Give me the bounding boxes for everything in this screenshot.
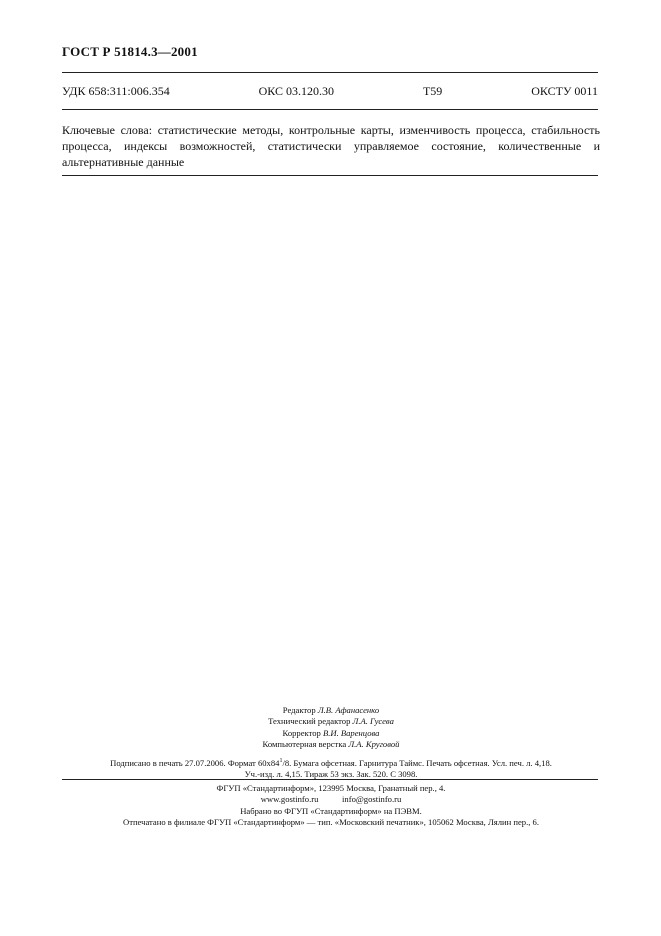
layout-line — [62, 739, 600, 750]
print-info-line-2: Уч.-изд. л. 4,15. Тираж 53 экз. Зак. 520. С 3098. — [244, 769, 418, 780]
okstu-code: ОКСТУ 0011 — [531, 84, 598, 98]
publisher-block — [62, 783, 600, 828]
publisher-website: www.gostinfo.ru — [260, 794, 319, 805]
publisher-contacts — [62, 794, 600, 805]
editor-name: Л.В. Афанасенко — [317, 705, 380, 715]
format-slash: / — [282, 758, 285, 769]
keywords-rule — [62, 175, 598, 176]
editor-line — [62, 705, 600, 716]
print-info-line-1 — [62, 756, 600, 769]
print-info-format: Подписано в печать 27.07.2006. Формат 60х84 — [110, 758, 280, 769]
proofreader-label: Корректор — [282, 727, 321, 738]
tech-editor-label: Технический редактор — [268, 716, 351, 727]
publisher-email: info@gostinfo.ru — [342, 794, 402, 805]
format-denominator: 8 — [284, 758, 290, 769]
codes-rule — [62, 109, 598, 110]
typeset-line: Набрано во ФГУП «Стандартинформ» на ПЭВМ. — [240, 805, 422, 816]
print-info-rest: . Бумага офсетная. Гарнитура Таймс. Печать офсетная. Усл. печ. л. 4,18. — [289, 758, 552, 769]
standard-code: ГОСТ Р 51814.3—2001 — [62, 44, 198, 59]
layout-name: Л.А. Круговой — [348, 738, 400, 749]
editor-label: Редактор — [282, 705, 316, 715]
tech-editor-name: Л.А. Гусева — [352, 716, 394, 727]
format-superscript: 1 — [279, 758, 283, 765]
udk-code: УДК 658:311:006.354 — [62, 84, 170, 98]
tech-editor-line — [62, 716, 600, 727]
keywords-paragraph: Ключевые слова: статистические методы, контрольные карты, изменчивость процесса, стабильность процесса, индексы возможностей, статистически управляемое состояние, количественные и альтернативные данные — [62, 123, 600, 169]
imprint-block — [62, 705, 600, 781]
publisher-address: ФГУП «Стандартинформ», 123995 Москва, Гранатный пер., 4. — [216, 783, 446, 793]
layout-label: Компьютерная верстка — [262, 738, 347, 749]
imprint-rule — [62, 779, 598, 780]
oks-code: ОКС 03.120.30 — [258, 84, 335, 98]
group-code: Т59 — [422, 84, 443, 98]
printed-line: Отпечатано в филиале ФГУП «Стандартинформ» — тип. «Московский печатник», 105062 Москва, Лялин пер., 6. — [122, 816, 539, 827]
proofreader-name: В.И. Варенцова — [322, 727, 380, 738]
proofreader-line — [62, 728, 600, 739]
top-rule — [62, 72, 598, 73]
classification-codes — [62, 84, 598, 99]
